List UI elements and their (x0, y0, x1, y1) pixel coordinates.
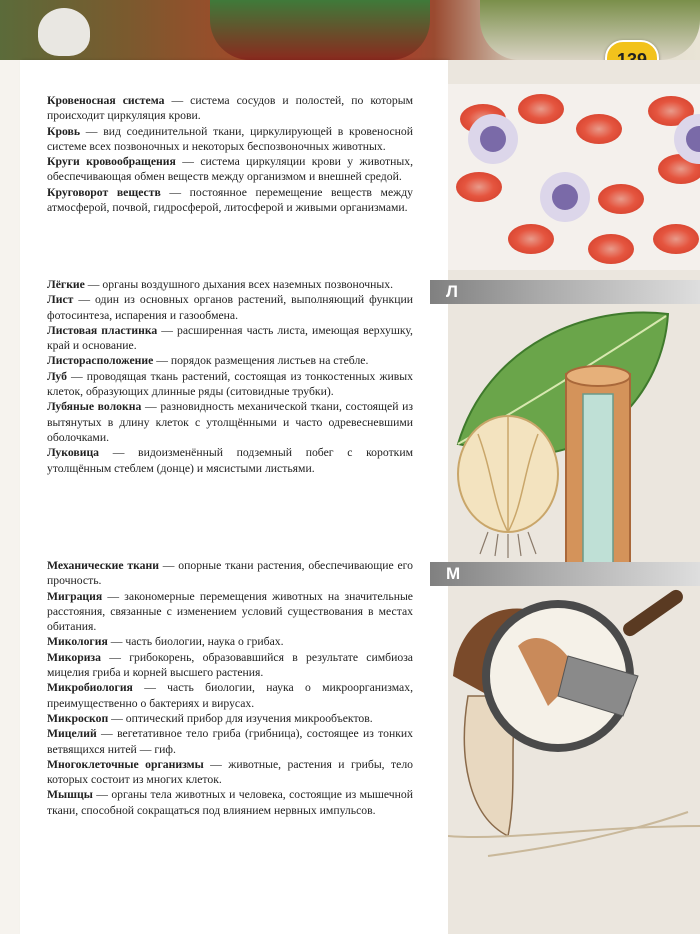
glossary-term: Мышцы (47, 788, 93, 802)
glossary-definition: — один из основных органов растений, выполняющий функции фотосинтеза, испарения и газообмена. (47, 293, 413, 322)
glossary-definition: — система сосудов и полостей, по которым происходит циркуляция крови. (47, 94, 413, 123)
glossary-definition: — проводящая ткань растений, состоящая из тонкостенных живых клеток, образующих длинные ряды (ситовидные трубки). (47, 369, 413, 399)
glossary-definition: — разновидность механической ткани, состоящей из вытянутых в длину клеток с утолщёнными и часто одревесневшими оболочками. (47, 400, 413, 444)
glossary-term: Листовая пластинка (47, 323, 158, 337)
glossary-term: Лубяные волокна (47, 400, 142, 414)
magnifier-handle (620, 587, 685, 639)
glossary-definition: — грибокорень, образовавшийся в результате симбиоза мицелия гриба и корней высшего растения. (47, 650, 413, 680)
glossary-term: Луковица (47, 446, 100, 460)
glossary-definition: — вид соединительной ткани, циркулирующей в кровеносной системе всех позвоночных и некоторых беспозвоночных животных. (47, 124, 413, 153)
glossary-entry (47, 680, 413, 711)
glossary-term: Кровь (47, 124, 81, 138)
top-banner-illustration (0, 0, 700, 60)
glossary-definition: — закономерные перемещения животных на значительные расстояния, связанные с изменением условий существования в местах обитания. (47, 589, 413, 634)
glossary-term: Многоклеточные организмы (47, 757, 204, 771)
glossary-term: Микология (47, 635, 108, 649)
glossary-definition: — порядок размещения листьев на стебле. (153, 354, 369, 368)
glossary-entry (47, 369, 413, 400)
glossary-term: Кровеносная система (47, 94, 165, 107)
glossary-entry (47, 93, 413, 124)
glossary-definition: — органы воздушного дыхания всех наземных позвоночных. (84, 278, 394, 291)
glossary-term: Лист (47, 293, 74, 307)
glossary-term: Мицелий (47, 727, 97, 741)
glossary-entry (47, 711, 413, 726)
glossary-term: Микробиология (47, 681, 133, 695)
mushroom-magnifier-illustration (448, 586, 700, 876)
glossary-term: Механические ткани (47, 559, 159, 572)
glossary-entry (47, 558, 413, 589)
glossary-definition: — постоянное перемещение веществ между атмосферой, почвой, гидросферой, литосферой и живыми организмами. (47, 185, 413, 215)
blood-cells-illustration (448, 84, 700, 270)
glossary-section-k (47, 93, 413, 215)
glossary-entry (47, 445, 413, 476)
glossary-term: Микориза (47, 650, 101, 664)
glossary-entry (47, 757, 413, 788)
glossary-section-l (47, 277, 413, 476)
glossary-term: Миграция (47, 589, 103, 603)
glossary-definition: — система циркуляции крови у животных, обеспечивающая обмен веществ между организмом и внешней средой. (47, 155, 413, 184)
glossary-entry (47, 323, 413, 354)
glossary-entry (47, 650, 413, 681)
glossary-definition: — оптический прибор для изучения микрообъектов. (108, 711, 373, 725)
glossary-term: Круги кровообращения (47, 155, 176, 169)
glossary-definition: — вегетативное тело гриба (грибница), состоящее из тонких ветвящихся нитей — гиф. (47, 727, 413, 756)
glossary-definition: — видоизменённый подземный побег с коротким утолщённым стеблем (донце) и мясистыми листьями. (47, 446, 413, 475)
banner-snake-illustration (210, 0, 430, 60)
glossary-definition: — часть биологии, наука о грибах. (107, 635, 284, 649)
glossary-term: Листорасположение (47, 354, 154, 368)
banner-owl-illustration (38, 8, 90, 56)
glossary-entry (47, 634, 413, 649)
glossary-entry (47, 277, 413, 292)
glossary-term: Круговорот веществ (47, 185, 161, 199)
banner-leaves-illustration (480, 0, 700, 60)
glossary-definition: — опорные ткани растения, обеспечивающие его прочность. (47, 559, 413, 588)
glossary-entry (47, 726, 413, 757)
glossary-term: Луб (47, 369, 67, 383)
glossary-entry (47, 292, 413, 323)
glossary-definition: — расширенная часть листа, имеющая верхушку, край и основание. (47, 323, 413, 353)
glossary-entry (47, 185, 413, 216)
glossary-entry (47, 154, 413, 185)
glossary-entry (47, 589, 413, 635)
glossary-section-m (47, 558, 413, 818)
glossary-entry (47, 787, 413, 818)
glossary-definition: — животные, растения и грибы, тело которых состоит из многих клеток. (47, 757, 413, 787)
glossary-definition: — часть биологии, наука о микроорганизмах, преимущественно о бактериях и вирусах. (47, 681, 413, 710)
glossary-entry (47, 353, 413, 368)
glossary-term: Лёгкие (47, 278, 85, 291)
glossary-entry (47, 399, 413, 445)
glossary-term: Микроскоп (47, 711, 109, 725)
glossary-entry (47, 124, 413, 155)
glossary-definition: — органы тела животных и человека, состоящие из мышечной ткани, способной сокращаться под влиянием нервных импульсов. (47, 788, 413, 817)
leaf-onion-stem-illustration (448, 304, 700, 564)
section-letter-m: М (430, 562, 700, 586)
section-letter-l: Л (430, 280, 700, 304)
